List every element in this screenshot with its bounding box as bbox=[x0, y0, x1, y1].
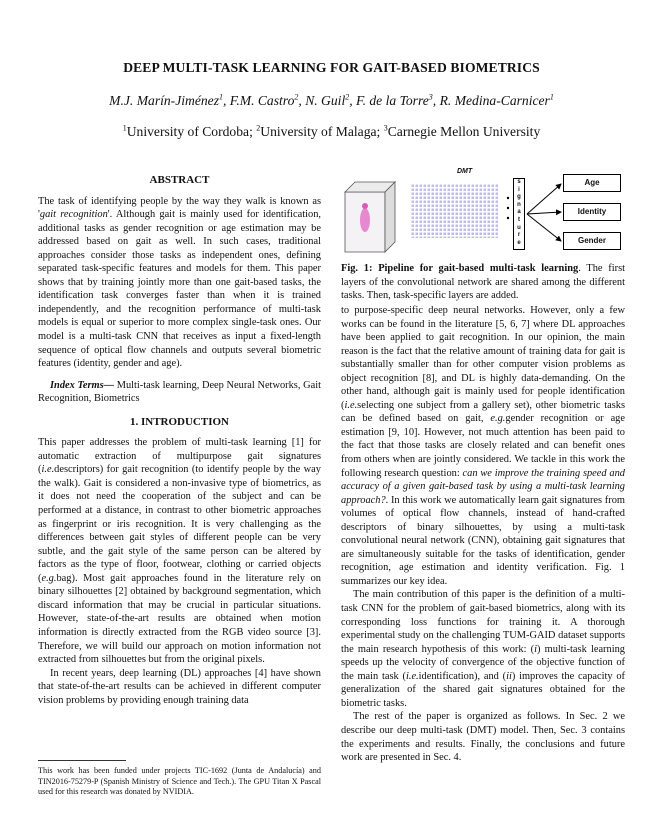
right-paragraph-1: to purpose-specific deep neural networks. However, only a few works can be found in the literature [5, 6, 7] where DL approaches have been applied to gait recognition. In our opinion, the main reason is the fact that the relative amount of training data for gait is substantially smaller than for other computer vision problems as object recognition [8], and DL is highly data-demanding. On the other hand, although gait is mainly used for people identification (i.e.selecting one subject from a gallery set), other biometric tasks can be defined based on gait, e.g.gender recognition or age estimation [9, 10]. However, not much attention has been paid to the fact that those tasks are closely related and can benefit ones from others when are jointly considered. We tackle in this work the following research question: can we improve the training speed and accuracy of a given gait-based task by using a multi-task learning approach?. In this work we automatically learn gait signatures from volumes of optical flow channels, instead of hand-crafted descriptors of binary silhouettes, by using a multi-task convolutional neural network (CNN), obtaining gait signatures that are simultaneously suitable for the tasks of identification, gender recognition, age estimation and identity verification. Fig. 1 summarizes our key idea. bbox=[341, 305, 625, 587]
input-volume-icon bbox=[341, 178, 401, 258]
intro-paragraph-1: This paper addresses the problem of multi-task learning [1] for automatic extraction of multipurpose gait signatures (i.e.descriptors) for gait recognition (to identify people by the way the walk). Gait is considered a non-invasive type of biometrics, as it does not need the cooperation of the subject and can be performed at a distance, in contrast to other biometric approaches as fingerprint or iris recognition. It is very challenging as the differences between gait styles of different people can be very subtle, and the gait style of the same person can be altered by factors as the type of floor, footwear, clothing or carried objects (e.g.bag). Most gait approaches found in the literature rely on binary silhouettes [2] obtained by background segmentation, which discard information that may be crucial in particular situations. However, state-of-the-art results are obtained when motion information is directly extracted from the RGB video source [3]. Therefore, we will build our approach on motion information not extracted from silhouettes but from the original pixels. bbox=[38, 437, 321, 666]
affiliation: $^2$University of Malaga; bbox=[256, 123, 384, 139]
footnote-rule bbox=[38, 760, 126, 761]
abstract-text: The task of identifying people by the way they walk is known as 'gait recognition'. Although gait is mainly used for identification, additional tasks as gender recognition or age estimation may be addressed based on gait as well. In such cases, traditional approaches consider those tasks as independent ones, defining separated task-specific features and models for them. This paper shows that by training jointly more than one gait-based tasks, the identification task converges faster than when it is trained independently, and the recognition performance of multi-task models is equal or superior to more complex single-task ones. Our model is a multi-task CNN that receives as input a fixed-length sequence of optical flow channels and outputs several biometric features (identity, gender and age). bbox=[38, 195, 321, 370]
figure-caption: Fig. 1: Pipeline for gait-based multi-task learning. The first layers of the convolutional network are shared among the different tasks. Then, task-specific layers are added. bbox=[341, 263, 625, 301]
author: N. Guil$^2$, bbox=[305, 92, 357, 108]
paper-title: DEEP MULTI-TASK LEARNING FOR GAIT-BASED BIOMETRICS bbox=[123, 60, 540, 75]
author: M.J. Marín-Jiménez$^1$, bbox=[109, 92, 230, 108]
author-list bbox=[0, 93, 663, 109]
footnote: This work has been funded under projects TIC-1692 (Junta de Andalucía) and TIN2016-75279-P (Spanish Ministry of Science and Tech.). The GPU Titan X Pascal used for this research was donated by NVIDIA. bbox=[38, 766, 321, 797]
author: F.M. Castro$^2$, bbox=[229, 92, 306, 108]
task-arrows-icon bbox=[525, 174, 565, 254]
affiliation-list bbox=[0, 124, 663, 140]
task-box-identity: Identity bbox=[563, 203, 621, 221]
author: F. de la Torre$^3$, bbox=[356, 92, 440, 108]
task-box-gender: Gender bbox=[563, 232, 621, 250]
signature-dots-icon bbox=[505, 194, 511, 234]
right-paragraph-3: The rest of the paper is organized as follows. In Sec. 2 we describe our deep multi-task (DMT) model. Then, Sec. 3 contains the experiments and results. Finally, the conclusions and future work are presented in Sec. 4. bbox=[341, 711, 625, 764]
intro-paragraph-2: In recent years, deep learning (DL) approaches [4] have shown that state-of-the-art results can be achieved in different computer vision problems by providing enough training data bbox=[38, 667, 321, 706]
right-paragraph-2: The main contribution of this paper is the definition of a multi-task CNN for the problem of gait-based biometrics, along with its corresponding loss functions for training it. A thorough experimental study on the challenging TUM-GAID dataset supports the main research hypothesis of this work: (i) multi-task learning speeds up the velocity of convergence of the objective function of the main task (i.e.identification), and (ii) improves the capacity of generalization of the shared gait signatures obtained for the biometric tasks. bbox=[341, 589, 625, 709]
task-box-age: Age bbox=[563, 174, 621, 192]
author: R. Medina-Carnicer$^1$ bbox=[439, 92, 554, 108]
signature-vector: s i g n a t u r e bbox=[513, 178, 525, 250]
index-terms: Index Terms— Multi-task learning, Deep Neural Networks, Gait Recognition, Biometrics bbox=[38, 379, 321, 405]
affiliation: $^3$Carnegie Mellon University bbox=[383, 123, 541, 139]
affiliation: $^1$University of Cordoba; bbox=[122, 123, 257, 139]
network-layers-icon bbox=[411, 184, 506, 246]
introduction-heading: 1. INTRODUCTION bbox=[129, 415, 229, 428]
abstract-heading: ABSTRACT bbox=[149, 174, 210, 186]
network-label: DMT bbox=[457, 168, 473, 175]
right-column bbox=[341, 304, 625, 765]
left-column bbox=[38, 174, 321, 707]
figure-1 bbox=[341, 166, 625, 258]
